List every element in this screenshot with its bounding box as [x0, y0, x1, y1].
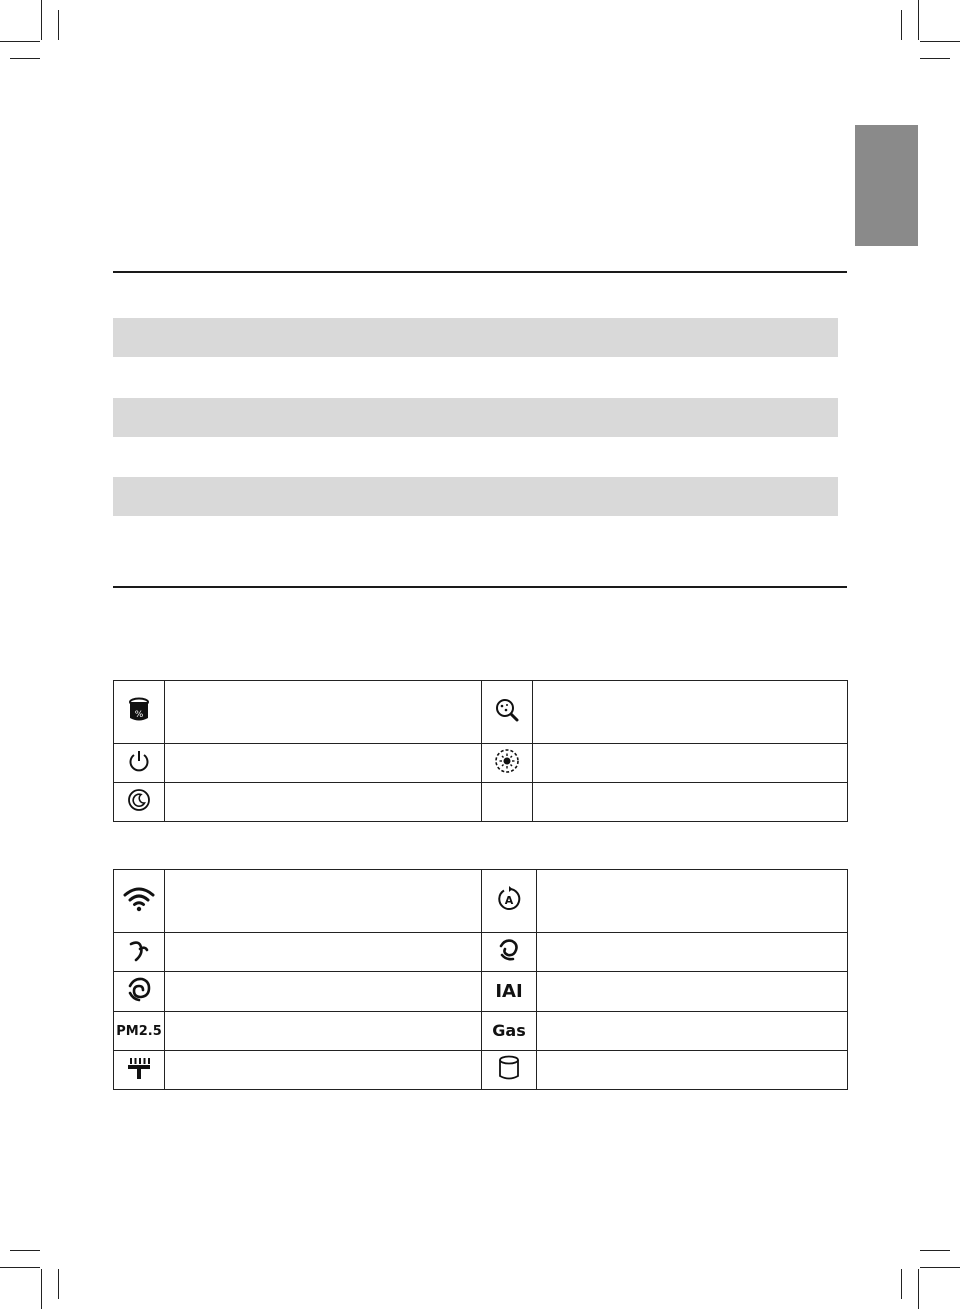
shaded-band — [113, 398, 838, 437]
gas-icon: Gas — [492, 1020, 526, 1040]
table-row — [114, 681, 848, 744]
sleep-moon-icon — [127, 788, 151, 812]
pm25-icon: PM2.5 — [116, 1024, 162, 1039]
table-row — [114, 1012, 848, 1051]
icons-table-1 — [113, 680, 848, 822]
shaded-band — [113, 477, 838, 516]
auto-mode-icon — [495, 885, 523, 913]
fan-high-icon — [126, 976, 152, 1002]
svg-text:A: A — [504, 893, 514, 907]
filter-icon — [498, 1055, 520, 1081]
iai-icon: IAI — [495, 980, 523, 1002]
power-icon — [127, 749, 151, 773]
language-tab — [855, 125, 918, 246]
table-row — [114, 933, 848, 972]
wifi-icon — [123, 886, 155, 912]
section-divider — [113, 586, 847, 588]
filter-percent-icon — [128, 697, 150, 723]
shaded-band — [113, 318, 838, 357]
icons-table-2 — [113, 869, 848, 1090]
table-row — [114, 1051, 848, 1090]
table-row — [114, 783, 848, 822]
table-row — [114, 744, 848, 783]
table-row — [114, 870, 848, 933]
table-row — [114, 972, 848, 1012]
fan-medium-icon — [496, 937, 522, 963]
light-brightness-icon — [494, 748, 520, 774]
magnifier-icon — [494, 697, 520, 723]
svg-text:%: % — [134, 709, 144, 720]
fan-low-icon — [127, 937, 151, 963]
pre-filter-icon — [126, 1056, 152, 1080]
section-divider — [113, 271, 847, 273]
